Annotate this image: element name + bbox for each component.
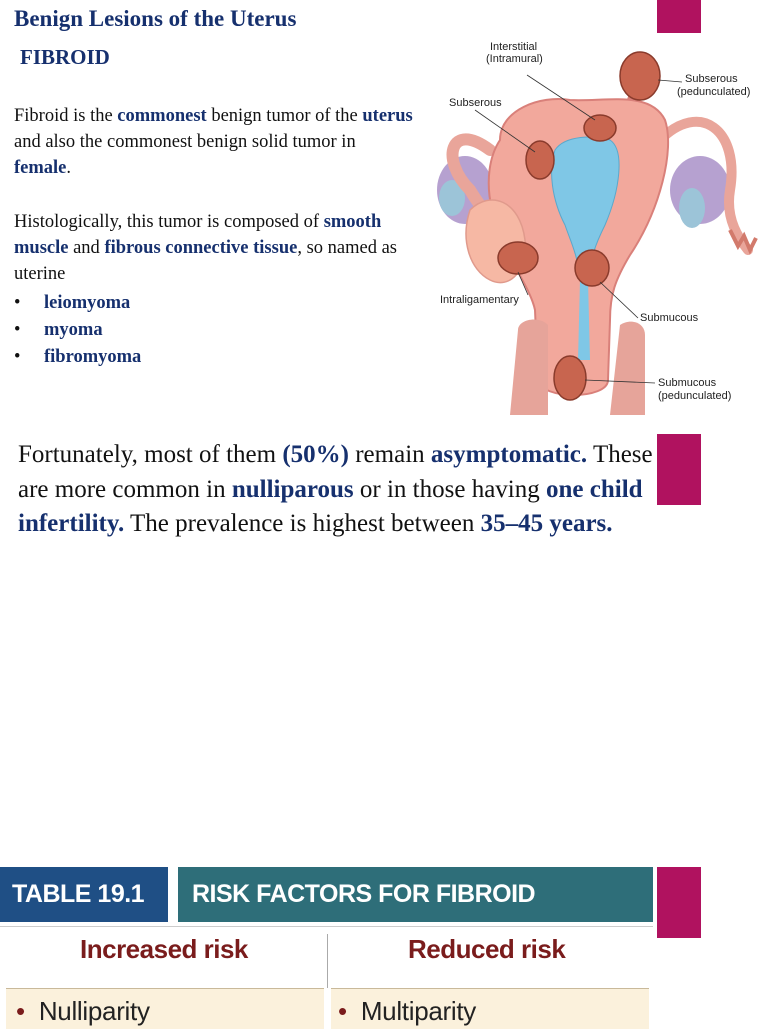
fibroid-intraligamentary — [498, 242, 538, 274]
list-item: • myoma — [14, 317, 141, 344]
label-subserous-right: Subserous — [685, 73, 738, 85]
label-submucous: Submucous — [640, 312, 699, 324]
fibroid-submucous — [575, 250, 609, 286]
intro-text: benign tumor of the — [206, 106, 363, 126]
column-divider — [327, 934, 328, 988]
histology-text: and — [68, 238, 105, 258]
intro-highlight: uterus — [362, 106, 413, 126]
column-header-increased-risk: Increased risk — [80, 934, 248, 964]
column-header-reduced-risk: Reduced risk — [408, 934, 566, 964]
label-submucous-pedunculated: Submucous — [658, 377, 717, 389]
intro-text: Fibroid is the — [14, 106, 118, 126]
slide-subtitle: FIBROID — [20, 45, 110, 69]
label-subserous-right: (pedunculated) — [677, 86, 751, 98]
histology-highlight: fibrous connective tissue — [104, 238, 298, 258]
prevalence-highlight: nulliparous — [231, 475, 354, 503]
vagina — [510, 320, 548, 415]
prevalence-highlight: (50%) — [282, 441, 349, 468]
label-interstitial: (Intramural) — [486, 53, 543, 65]
fibroid-interstitial — [584, 115, 616, 141]
accent-block-middle — [657, 434, 701, 505]
intro-text: and also the commonest benign solid tumor in — [14, 132, 356, 152]
prevalence-text: The prevalence is highest between — [124, 510, 481, 537]
cell-text: Nulliparity — [38, 996, 150, 1026]
prevalence-highlight: asymptomatic. — [430, 441, 588, 468]
leader-subserous-right — [658, 80, 682, 82]
list-item: • leiomyoma — [14, 290, 141, 317]
vagina-right — [610, 322, 645, 415]
right-follicle — [679, 188, 705, 228]
accent-block-top — [657, 0, 701, 33]
prevalence-text: or in those having — [353, 475, 546, 503]
label-submucous-pedunculated: (pedunculated) — [658, 390, 732, 402]
prevalence-text: Fortunately, most of them — [18, 441, 283, 468]
label-subserous-left: Subserous — [449, 97, 502, 109]
intro-highlight: female — [14, 158, 67, 178]
list-item: • fibromyoma — [14, 344, 141, 371]
fibroid-subserous-pedunculated — [620, 52, 660, 100]
histology-paragraph — [14, 209, 414, 287]
table-cell-reduced — [338, 996, 476, 1027]
prevalence-text: remain — [348, 441, 431, 468]
uterus-fibroid-diagram — [430, 40, 768, 415]
label-interstitial: Interstitial — [490, 41, 538, 53]
fibroid-subserous-left — [526, 141, 554, 179]
table-number: TABLE 19.1 — [0, 867, 168, 922]
histology-text: Histologically, this tumor is composed of — [14, 212, 324, 232]
cell-text: Multiparity — [360, 996, 476, 1026]
table-cell-increased — [16, 996, 150, 1027]
fibroid-submucous-pedunculated — [554, 356, 586, 400]
cervical-canal — [578, 280, 590, 360]
accent-block-bottom — [657, 867, 701, 938]
prevalence-text: These are more common in — [18, 441, 653, 503]
synonym-list — [14, 290, 141, 371]
slide-title: Benign Lesions of the Uterus — [14, 6, 297, 31]
prevalence-highlight: one child infertility. — [18, 475, 643, 537]
intro-paragraph — [14, 103, 414, 181]
label-intraligamentary: Intraligamentary — [440, 294, 519, 306]
intro-text: . — [66, 158, 72, 178]
prevalence-highlight: 35–45 years. — [480, 510, 613, 537]
histology-text: , so named as uterine — [14, 238, 398, 284]
bullet-icon: • — [16, 996, 25, 1026]
table-title: RISK FACTORS FOR FIBROID — [178, 867, 653, 922]
intro-highlight: commonest — [117, 106, 207, 126]
bullet-icon: • — [338, 996, 347, 1026]
prevalence-paragraph — [18, 438, 658, 542]
histology-highlight: smooth muscle — [14, 212, 382, 258]
